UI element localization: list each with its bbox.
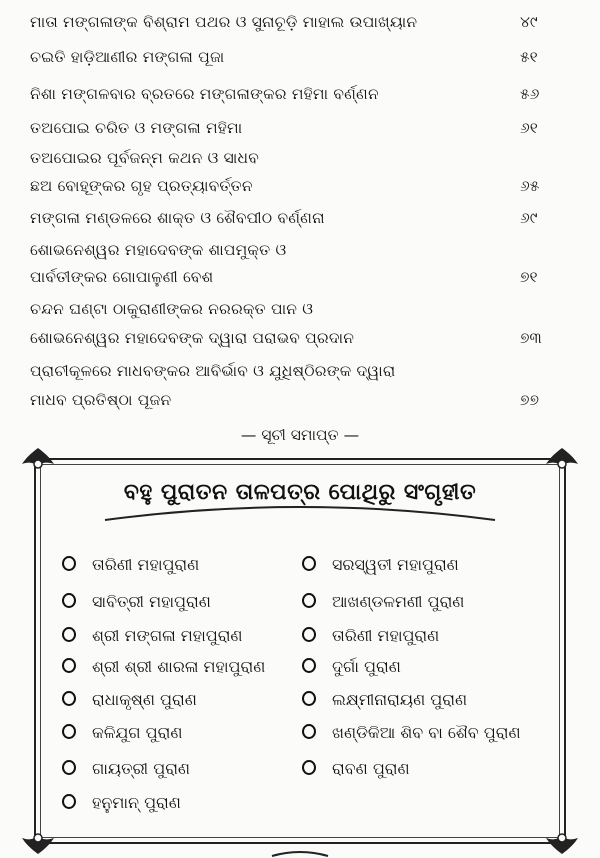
circle-bullet-icon [302, 556, 316, 571]
purana-list-item [62, 555, 199, 575]
circle-bullet-icon [62, 627, 76, 642]
toc-entry-page: ୬୧ [520, 119, 538, 137]
purana-list-item [62, 690, 197, 710]
circle-bullet-icon [302, 658, 316, 673]
toc-entry-title: ଶୋଭନେଶ୍ୱର ମହାଦେବଙ୍କ ଶାପମୁକ୍ତ ଓ [30, 241, 287, 259]
circle-bullet-icon [302, 724, 316, 739]
corner-ornament-icon [542, 818, 582, 858]
circle-bullet-icon [62, 556, 76, 571]
purana-title: ରାବଣ ପୁରାଣ [332, 759, 410, 778]
purana-title: ଶ୍ରୀ ମଙ୍ଗଳା ମହାପୁରାଣ [92, 626, 243, 645]
toc-entry-page: ୬୯ [520, 209, 538, 227]
circle-bullet-icon [302, 593, 316, 608]
purana-list-item [302, 690, 467, 710]
purana-title: ସାବିତ୍ରୀ ମହାପୁରାଣ [92, 592, 211, 611]
toc-entry-page: ୪୯ [520, 13, 538, 31]
purana-title: ଲକ୍ଷ୍ମୀନାରାୟଣ ପୁରାଣ [332, 690, 468, 709]
circle-bullet-icon [302, 691, 316, 706]
toc-entry-title: ଚନ୍ଦନ ଘଣ୍ଟା ଠାକୁରାଣୀଙ୍କର ନରରକ୍ତ ପାନ ଓ [30, 300, 314, 318]
circle-bullet-icon [62, 691, 76, 706]
purana-list-item [302, 626, 439, 646]
circle-bullet-icon [62, 794, 76, 809]
circle-bullet-icon [62, 724, 76, 739]
footer-ornament-icon [268, 850, 332, 858]
toc-entry-title: ତଅପୋଇର ପୂର୍ବଜନ୍ମ କଥନ ଓ ସାଧବ [30, 149, 259, 167]
purana-list-item [302, 759, 410, 779]
purana-title: ସରସ୍ୱତୀ ମହାପୁରାଣ [332, 555, 459, 574]
toc-entry-page: ୫୬ [520, 85, 540, 103]
toc-entry-title: ପ୍ରାଚୀକୂଳରେ ମାଧବଙ୍କର ଆବିର୍ଭାବ ଓ ଯୁଧିଷ୍ଠିରଙ୍କ ଦ୍ୱାରା [30, 362, 396, 380]
corner-ornament-icon [542, 444, 582, 484]
circle-bullet-icon [302, 760, 316, 775]
purana-list-item [302, 657, 401, 677]
puranas-heading-text: ବହୁ ପୁରାତନ ତାଳପତ୍ର ପୋଥିରୁ ସଂଗୃହୀତ [123, 480, 477, 505]
purana-title: ଶ୍ରୀ ଶ୍ରୀ ଶାରଳା ମହାପୁରାଣ [92, 657, 266, 676]
toc-entry-title: ନିଶା ମଙ୍ଗଳବାର ବ୍ରତରେ ମଙ୍ଗଳାଙ୍କର ମହିମା ବର୍ଣ୍ଣନ [30, 85, 379, 103]
purana-title: ଆଖଣ୍ଡଳମଣୀ ପୁରାଣ [332, 592, 465, 611]
corner-ornament-icon [18, 444, 58, 484]
toc-entry-page: ୫୧ [520, 48, 538, 66]
purana-list-item [302, 555, 459, 575]
toc-entry-page: ୭୩ [520, 329, 542, 347]
purana-list-item [62, 657, 265, 677]
toc-entry-title-continued: ପାର୍ବତୀଙ୍କର ଗୋପାଳୁଣୀ ବେଶ [30, 268, 214, 286]
toc-end-mark: — ସୂଚୀ ସମାପ୍ତ — [240, 426, 360, 444]
toc-entry-page: ୭୧ [520, 268, 538, 286]
toc-entry-title-continued: ଶୋଭନେଶ୍ୱର ମହାଦେବଙ୍କ ଦ୍ୱାରା ପରାଭବ ପ୍ରଦାନ [30, 329, 355, 347]
toc-entry-title: ତଅପୋଇ ଚରିତ ଓ ମଙ୍ଗଳା ମହିମା [30, 119, 243, 137]
toc-entry-title: ମାତା ମଙ୍ଗଳାଙ୍କ ବିଶ୍ରାମ ପଥର ଓ ସୁନାଚୂଡ଼ି ମାହାଲ ଉପାଖ୍ୟାନ [30, 13, 418, 31]
purana-list-item [62, 759, 190, 779]
corner-ornament-icon [18, 818, 58, 858]
purana-title: କଳିଯୁଗ ପୁରାଣ [92, 723, 183, 742]
circle-bullet-icon [62, 658, 76, 673]
puranas-heading [95, 478, 505, 526]
toc-entry-title-continued: ଛଅ ବୋହୂଙ୍କର ଗୃହ ପ୍ରତ୍ୟାବର୍ତ୍ତନ [30, 177, 253, 195]
purana-list-item [302, 723, 521, 743]
toc-entry-title: ମଙ୍ଗଳା ମଣ୍ଡଳରେ ଶାକ୍ତ ଓ ଶୈବପୀଠ ବର୍ଣ୍ଣନା [30, 209, 325, 227]
circle-bullet-icon [302, 627, 316, 642]
purana-title: ତାରିଣୀ ମହାପୁରାଣ [92, 555, 200, 574]
toc-entry-title-continued: ମାଧବ ପ୍ରତିଷ୍ଠା ପୂଜନ [30, 391, 172, 409]
circle-bullet-icon [62, 760, 76, 775]
purana-list-item [62, 626, 243, 646]
purana-title: ଖଣ୍ଡିକିଆ ଶିବ ବା ଶୈବ ପୁରାଣ [332, 723, 521, 742]
circle-bullet-icon [62, 593, 76, 608]
purana-title: ହନୁମାନ୍ ପୁରାଣ [92, 793, 181, 812]
heading-underline-curve-icon [95, 500, 505, 526]
purana-list-item [62, 592, 211, 612]
purana-title: ଦୁର୍ଗା ପୁରାଣ [332, 657, 401, 676]
toc-entry-title: ଚଇତି ହାଡ଼ିଆଣୀର ମଙ୍ଗଳା ପୂଜା [30, 48, 225, 66]
toc-entry-page: ୭୭ [520, 391, 539, 409]
purana-title: ରାଧାକୃଷ୍ଣ ପୁରାଣ [92, 690, 197, 709]
purana-list-item [302, 592, 464, 612]
purana-list-item [62, 793, 181, 813]
toc-entry-page: ୬୫ [520, 177, 540, 195]
purana-title: ତାରିଣୀ ମହାପୁରାଣ [332, 626, 440, 645]
purana-title: ଗାୟତ୍ରୀ ପୁରାଣ [92, 759, 191, 778]
purana-list-item [62, 723, 182, 743]
